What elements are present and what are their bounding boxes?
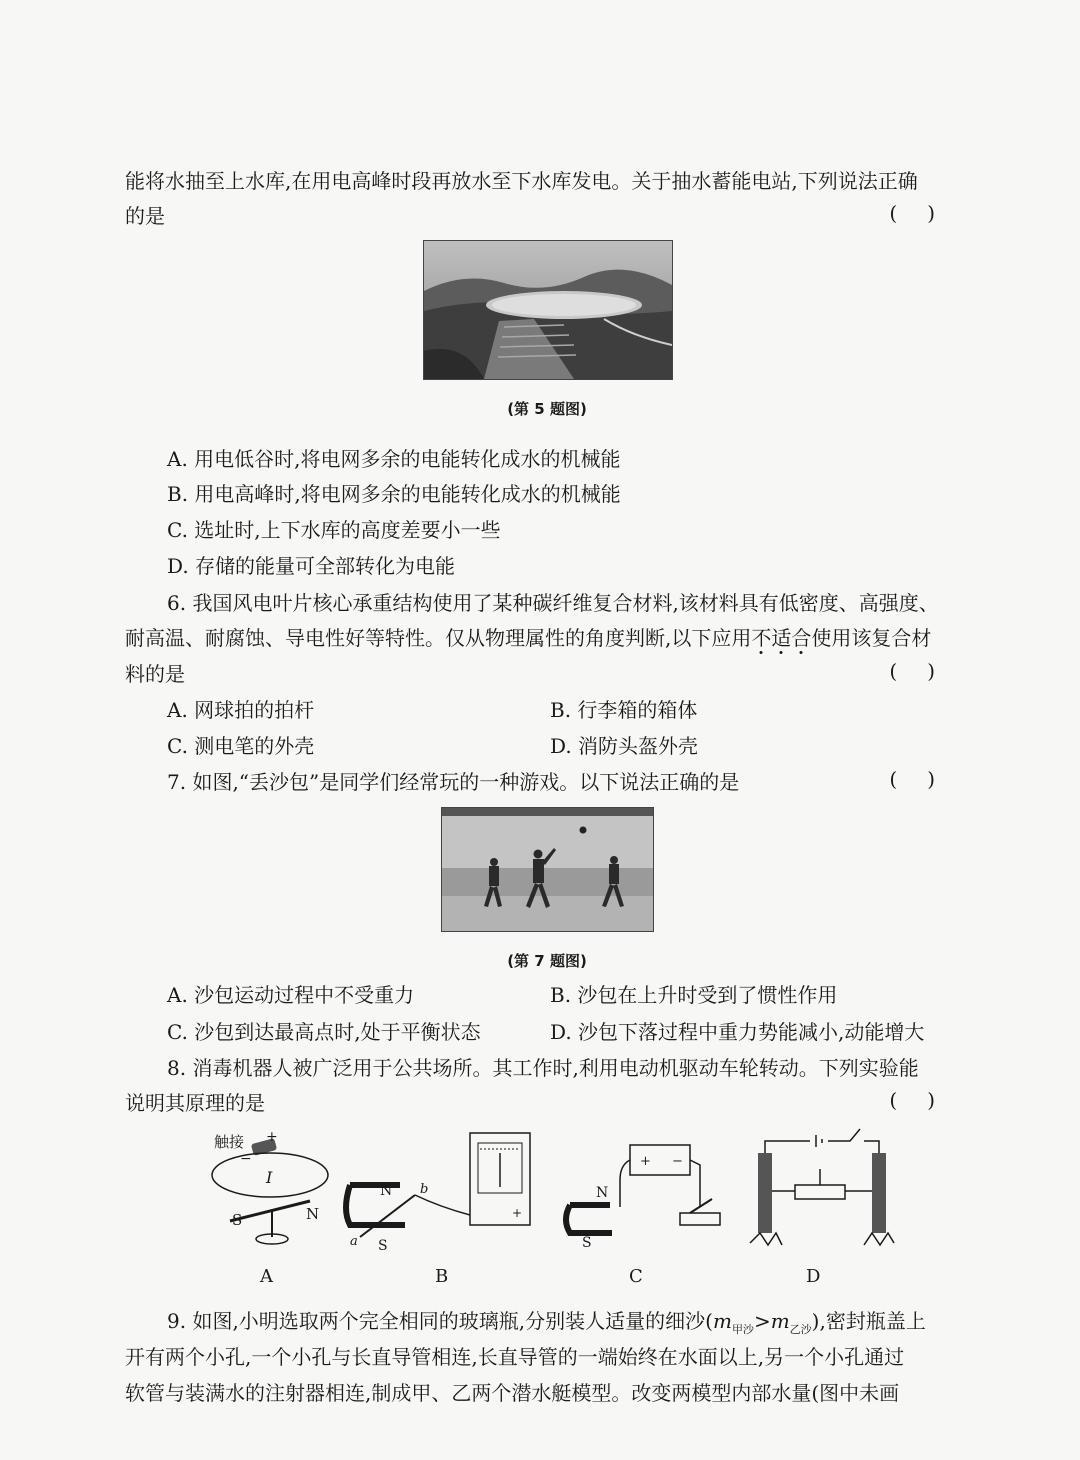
figure-b-generator [346, 1133, 530, 1254]
fig-a-minus: − [240, 1151, 252, 1167]
q7-option-c: C. 沙包到达最高点时,处于平衡状态 [167, 1020, 481, 1044]
fig-a-n-label: N [306, 1205, 320, 1223]
q9-line1-post: ),密封瓶盖上 [811, 1309, 926, 1333]
figure-c-motor [566, 1145, 720, 1251]
q6-option-b: B. 行李箱的箱体 [550, 698, 698, 722]
q6-emphasis-3: 合 [791, 626, 812, 650]
q8-line2: 说明其原理的是 [125, 1091, 265, 1115]
q8-figure-b-label: B [435, 1266, 449, 1287]
q7-figure-caption: (第 7 题图) [507, 952, 587, 970]
q8-answer-paren: () [889, 1088, 965, 1112]
q9-line1-pre: 9. 如图,小明选取两个完全相同的玻璃瓶,分别装人适量的细沙( [167, 1309, 713, 1333]
q9-line1 [167, 1306, 965, 1345]
fig-c-plus: + [640, 1154, 651, 1169]
q8-figure-d-label: D [806, 1266, 821, 1287]
q7-option-b: B. 沙包在上升时受到了惯性作用 [550, 983, 838, 1007]
figure-d-electromagnets [750, 1129, 894, 1245]
sandbag-game-photo [441, 807, 654, 932]
fig-a-plus: + [266, 1129, 278, 1145]
fig-b-b-label: b [420, 1182, 429, 1197]
q5-option-c: C. 选址时,上下水库的高度差要小一些 [167, 518, 501, 542]
q9-sub-jia: 甲沙 [731, 1323, 754, 1336]
q9-greater-than: > [753, 1309, 771, 1333]
fig-c-minus: − [672, 1154, 683, 1169]
q5-answer-paren: () [889, 201, 965, 225]
q5-option-b: B. 用电高峰时,将电网多余的电能转化成水的机械能 [167, 482, 621, 506]
q5-intro-line2: 的是 [125, 204, 165, 228]
q6-emphasis-2: 适 [771, 626, 792, 650]
fig-b-n-label: N [380, 1183, 393, 1199]
q6-answer-paren: () [889, 659, 965, 683]
q7-option-a: A. 沙包运动过程中不受重力 [167, 983, 415, 1007]
q6-line3: 料的是 [125, 662, 185, 686]
q5-figure-caption: (第 5 题图) [507, 400, 587, 418]
q9-line3: 软管与装满水的注射器相连,制成甲、乙两个潜水艇模型。改变两模型内部水量(图中未画 [125, 1381, 900, 1405]
q7-line1: 7. 如图,“丢沙包”是同学们经常玩的一种游戏。以下说法正确的是 [167, 770, 740, 794]
q6-option-c: C. 测电笔的外壳 [167, 734, 315, 758]
fig-c-s-label: S [582, 1235, 592, 1251]
q8-figure-a-label: A [260, 1266, 273, 1287]
q9-line2: 开有两个小孔,一个小孔与长直导管相连,长直导管的一端始终在水面以上,另一个小孔通过 [125, 1345, 905, 1369]
fig-b-plus: + [512, 1206, 523, 1220]
q8-experiment-figures [200, 1125, 900, 1260]
fig-a-s-label: S [232, 1211, 243, 1229]
sandbag-game-image [442, 808, 653, 931]
reservoir-photo [423, 240, 673, 380]
q8-figure-c-label: C [629, 1266, 643, 1287]
q6-option-a: A. 网球拍的拍杆 [167, 698, 315, 722]
q9-sub-yi: 乙沙 [789, 1323, 812, 1336]
q5-option-a: A. 用电低谷时,将电网多余的电能转化成水的机械能 [167, 447, 621, 471]
fig-c-n-label: N [596, 1185, 609, 1201]
q5-intro-line1: 能将水抽至上水库,在用电高峰时段再放水至下水库发电。关于抽水蓄能电站,下列说法正确 [125, 169, 918, 193]
q9-mass-symbol-1: m [712, 1309, 732, 1333]
q6-emphasis-1: 不 [751, 626, 772, 650]
figure-a-oersted [212, 1129, 328, 1244]
fig-b-s-label: S [378, 1238, 388, 1254]
q5-option-d: D. 存储的能量可全部转化为电能 [167, 554, 456, 578]
fig-b-a-label: a [350, 1234, 358, 1249]
q8-line1: 8. 消毒机器人被广泛用于公共场所。其工作时,利用电动机驱动车轮转动。下列实验能 [167, 1056, 919, 1080]
q9-mass-symbol-2: m [770, 1309, 790, 1333]
q6-line2 [125, 623, 965, 653]
q6-line2-pre: 耐高温、耐腐蚀、导电性好等特性。仅从物理属性的角度判断,以下应用 [125, 626, 752, 650]
q6-line2-post: 使用该复合材 [811, 626, 932, 650]
reservoir-image [424, 241, 672, 379]
fig-a-touch-label: 触接 [214, 1133, 245, 1151]
q7-answer-paren: () [889, 767, 965, 791]
fig-a-current-label: I [266, 1168, 273, 1187]
q6-line1: 6. 我国风电叶片核心承重结构使用了某种碳纤维复合材料,该材料具有低密度、高强度、 [167, 591, 939, 615]
q6-option-d: D. 消防头盔外壳 [550, 734, 699, 758]
q7-option-d: D. 沙包下落过程中重力势能减小,动能增大 [550, 1020, 925, 1044]
